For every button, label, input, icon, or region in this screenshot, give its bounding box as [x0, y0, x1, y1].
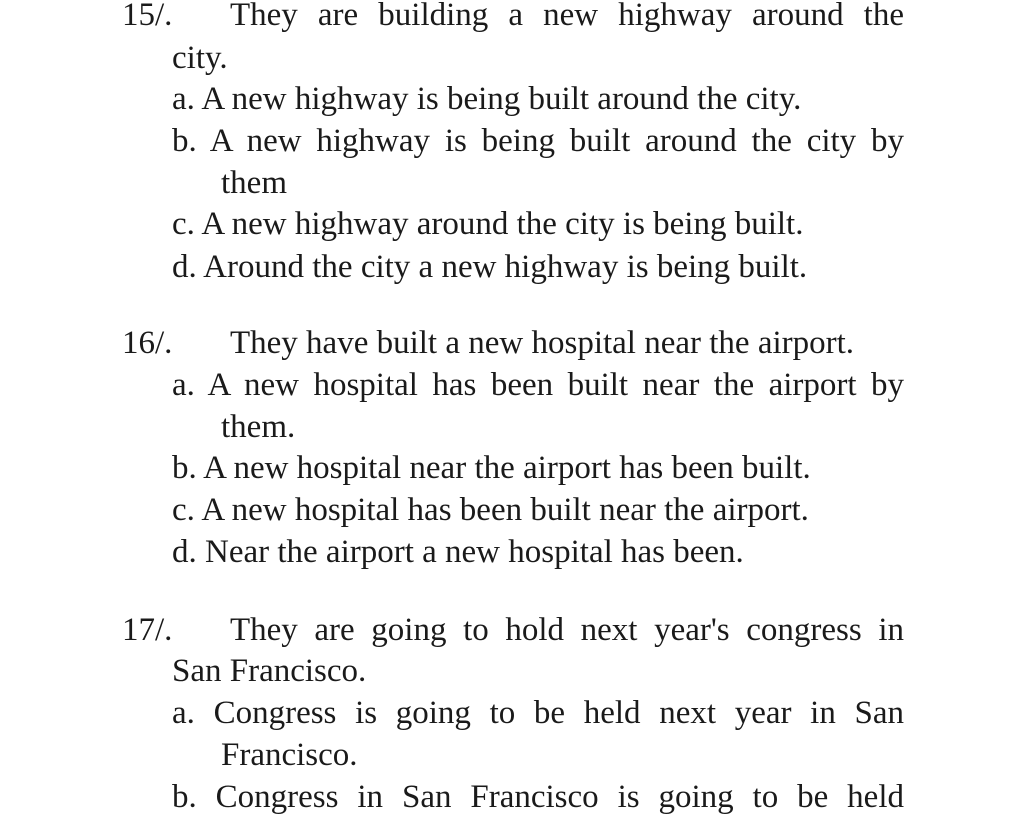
question-16-option-a: a. A new hospital has been built near the airport by: [172, 367, 904, 403]
question-16-option-c: c. A new hospital has been built near the airport.: [172, 492, 809, 528]
question-15-option-a: a. A new highway is being built around the city.: [172, 81, 802, 117]
question-16-number: 16/.: [122, 325, 173, 361]
question-17-stem: [122, 609, 904, 651]
question-16-option-d: d. Near the airport a new hospital has been.: [172, 534, 744, 570]
question-16-option-b: b. A new hospital near the airport has been built.: [172, 450, 811, 486]
question-15-option-d: d. Around the city a new highway is being built.: [172, 249, 808, 285]
question-16-option-a-continuation: them.: [221, 409, 296, 445]
question-15-stem-text: They are building a new highway around the: [230, 0, 904, 33]
question-17-option-b: b. Congress in San Francisco is going to be held: [172, 779, 904, 815]
question-16-stem: [122, 322, 904, 364]
question-17-stem-text: They are going to hold next year's congress in: [230, 612, 904, 648]
question-15-option-b: b. A new highway is being built around the city by: [172, 123, 904, 159]
question-17-number: 17/.: [122, 612, 173, 648]
question-17-option-a: a. Congress is going to be held next year in San: [172, 695, 904, 731]
question-17-option-a-continuation: Francisco.: [221, 737, 358, 773]
question-15-option-c: c. A new highway around the city is being built.: [172, 206, 804, 242]
question-16-stem-text: They have built a new hospital near the airport.: [230, 325, 855, 361]
question-15-option-b-continuation: them: [221, 165, 287, 201]
question-17-stem-continuation: San Francisco.: [172, 653, 367, 689]
question-15-number: 15/.: [122, 0, 173, 33]
question-15-stem: [122, 0, 904, 36]
question-15-stem-continuation: city.: [172, 40, 228, 76]
